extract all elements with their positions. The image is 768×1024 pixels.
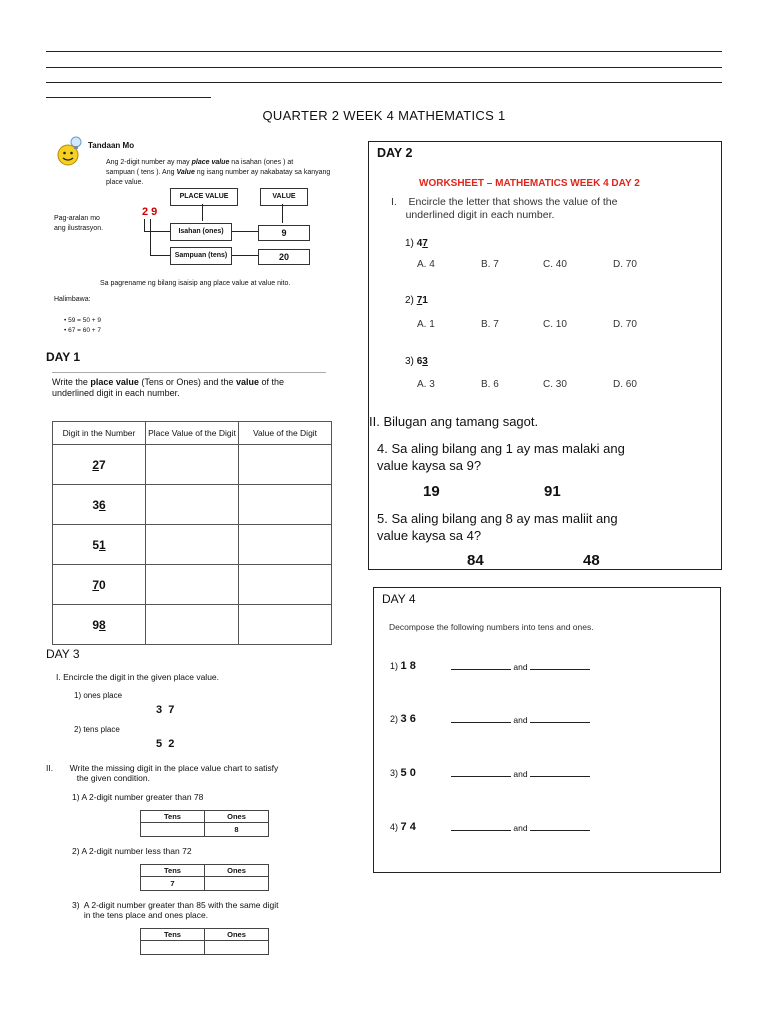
day4-item-4-answer: and — [451, 823, 590, 833]
tens-blank[interactable] — [451, 775, 511, 777]
day3-c3: 3) A 2-digit number greater than 85 with the same digit in the tens place and ones place. — [72, 900, 279, 920]
day2-panel — [368, 141, 722, 570]
day3-table-2 — [140, 864, 269, 891]
day3-c1: 1) A 2-digit number greater than 78 — [72, 792, 204, 802]
day4-panel — [373, 587, 721, 873]
place-value-box: PLACE VALUE — [170, 188, 238, 206]
ones-blank[interactable] — [530, 829, 590, 831]
q4-option-19[interactable]: 19 — [423, 483, 440, 500]
tandaan-heading: Tandaan Mo — [88, 141, 135, 150]
day2-part2: II. Bilugan ang tamang sagot. — [369, 414, 539, 429]
tens-blank[interactable] — [451, 721, 511, 723]
digit-cell: 98 — [53, 605, 146, 645]
day2-q4: 4. Sa aling bilang ang 1 ay mas malaki ang value kaysa sa 9? — [377, 441, 625, 473]
halimbawa-label: Halimbawa: — [54, 296, 91, 303]
day3-table-3 — [140, 928, 269, 955]
day2-q5: 5. Sa aling bilang ang 8 ay mas maliit ang value kaysa sa 4? — [377, 511, 618, 543]
col-tens: Tens — [141, 929, 205, 941]
day3-c2: 2) A 2-digit number less than 72 — [72, 846, 192, 856]
example-number: 2 9 — [142, 206, 158, 218]
ones-cell[interactable] — [205, 941, 269, 955]
value-box: VALUE — [260, 188, 308, 206]
header-value: Value of the Digit — [239, 422, 332, 445]
tens-cell: 7 — [141, 877, 205, 891]
ones-cell: 8 — [205, 823, 269, 837]
day3-table-1 — [140, 810, 269, 837]
tandaan-paragraph: Ang 2-digit number ay may place value na isahan (ones ) at sampuan ( tens ). Ang Value ng isang number ay nakabatay sa kanyang place value. — [106, 159, 331, 186]
tandaan-note: Sa pagrename ng bilang isaisip ang place value at value nito. — [100, 280, 291, 287]
ones-blank[interactable] — [530, 721, 590, 723]
day2-item-1-option-c[interactable]: C. 40 — [543, 259, 567, 270]
day2-item-2-option-b[interactable]: B. 7 — [481, 319, 499, 330]
day2-item-1-option-b[interactable]: B. 7 — [481, 259, 499, 270]
aralan-text: Pag-aralan mo ang ilustrasyon. — [54, 215, 104, 232]
value-cell[interactable] — [239, 525, 332, 565]
day3-part2: II. Write the missing digit in the place value chart to satisfy the given condition. — [46, 763, 279, 783]
day4-item-1: 1) 1 8 — [390, 660, 416, 672]
day2-item-2-option-d[interactable]: D. 70 — [613, 319, 637, 330]
table-row — [53, 445, 332, 485]
place-value-cell[interactable] — [146, 525, 239, 565]
col-ones: Ones — [205, 865, 269, 877]
day1-table — [52, 421, 332, 645]
header-place-value: Place Value of the Digit — [146, 422, 239, 445]
table-row — [53, 565, 332, 605]
place-value-cell[interactable] — [146, 485, 239, 525]
tens-cell[interactable] — [141, 823, 205, 837]
ones-value-box: 9 — [258, 225, 310, 241]
tens-blank[interactable] — [451, 829, 511, 831]
day2-item-3-option-c[interactable]: C. 30 — [543, 379, 567, 390]
digit-cell: 27 — [53, 445, 146, 485]
day1-label: DAY 1 — [46, 350, 81, 364]
tens-blank[interactable] — [451, 668, 511, 670]
day2-label: DAY 2 — [377, 146, 413, 160]
isahan-box: Isahan (ones) — [170, 223, 232, 241]
place-value-cell[interactable] — [146, 445, 239, 485]
day3-q2-digits[interactable]: 5 2 — [156, 738, 175, 750]
page-title: QUARTER 2 WEEK 4 MATHEMATICS 1 — [262, 108, 506, 123]
col-ones: Ones — [205, 811, 269, 823]
ones-blank[interactable] — [530, 668, 590, 670]
table-row — [53, 485, 332, 525]
ones-blank[interactable] — [530, 775, 590, 777]
day2-item-3: 3) 63 — [405, 356, 428, 367]
day4-label: DAY 4 — [382, 592, 416, 606]
day3-part1: I. Encircle the digit in the given place value. — [56, 672, 220, 682]
table-header-row — [53, 422, 332, 445]
q5-option-84[interactable]: 84 — [467, 552, 484, 569]
day4-item-3-answer: and — [451, 769, 590, 779]
tens-value-box: 20 — [258, 249, 310, 265]
q5-option-48[interactable]: 48 — [583, 552, 600, 569]
day4-item-1-answer: and — [451, 662, 590, 672]
name-line-4 — [46, 97, 211, 98]
col-tens: Tens — [141, 865, 205, 877]
place-value-cell[interactable] — [146, 605, 239, 645]
name-line-1 — [46, 51, 722, 52]
sampuan-box: Sampuan (tens) — [170, 247, 232, 265]
day2-item-3-option-a[interactable]: A. 3 — [417, 379, 435, 390]
value-cell[interactable] — [239, 565, 332, 605]
ones-cell[interactable] — [205, 877, 269, 891]
day2-item-1-option-d[interactable]: D. 70 — [613, 259, 637, 270]
day2-item-1-option-a[interactable]: A. 4 — [417, 259, 435, 270]
day3-q2: 2) tens place — [74, 725, 120, 734]
value-cell[interactable] — [239, 605, 332, 645]
day3-q1-digits[interactable]: 3 7 — [156, 704, 175, 716]
tandaan-section — [52, 133, 342, 343]
day2-item-3-option-b[interactable]: B. 6 — [481, 379, 499, 390]
col-tens: Tens — [141, 811, 205, 823]
day2-instructions: I. Encircle the letter that shows the value of the underlined digit in each number. — [391, 196, 618, 221]
day2-item-3-option-d[interactable]: D. 60 — [613, 379, 637, 390]
digit-cell: 36 — [53, 485, 146, 525]
day2-item-1: 1) 47 — [405, 238, 428, 249]
digit-cell: 51 — [53, 525, 146, 565]
name-line-2 — [46, 67, 722, 68]
day4-item-4: 4) 7 4 — [390, 821, 416, 833]
day1-instructions: Write the place value (Tens or Ones) and the value of the underlined digit in each number. — [52, 377, 284, 398]
place-value-cell[interactable] — [146, 565, 239, 605]
day2-item-2: 2) 71 — [405, 295, 428, 306]
day2-item-2-option-a[interactable]: A. 1 — [417, 319, 435, 330]
digit-cell: 70 — [53, 565, 146, 605]
q4-option-91[interactable]: 91 — [544, 483, 561, 500]
name-line-3 — [46, 82, 722, 83]
header-digit: Digit in the Number — [53, 422, 146, 445]
day4-instructions: Decompose the following numbers into tens and ones. — [389, 622, 594, 632]
table-row — [53, 525, 332, 565]
worksheet-title: WORKSHEET – MATHEMATICS WEEK 4 DAY 2 — [419, 178, 640, 189]
day4-item-2: 2) 3 6 — [390, 713, 416, 725]
lightbulb-smiley-icon — [54, 135, 86, 167]
day3-label: DAY 3 — [46, 647, 80, 661]
value-cell[interactable] — [239, 485, 332, 525]
tens-cell[interactable] — [141, 941, 205, 955]
table-row — [53, 605, 332, 645]
value-cell[interactable] — [239, 445, 332, 485]
day4-item-3: 3) 5 0 — [390, 767, 416, 779]
day3-q1: 1) ones place — [74, 691, 123, 700]
halimbawa-list: • 59 = 50 + 9 • 67 = 60 + 7 — [64, 317, 101, 334]
col-ones: Ones — [205, 929, 269, 941]
day2-item-2-option-c[interactable]: C. 10 — [543, 319, 567, 330]
day4-item-2-answer: and — [451, 715, 590, 725]
